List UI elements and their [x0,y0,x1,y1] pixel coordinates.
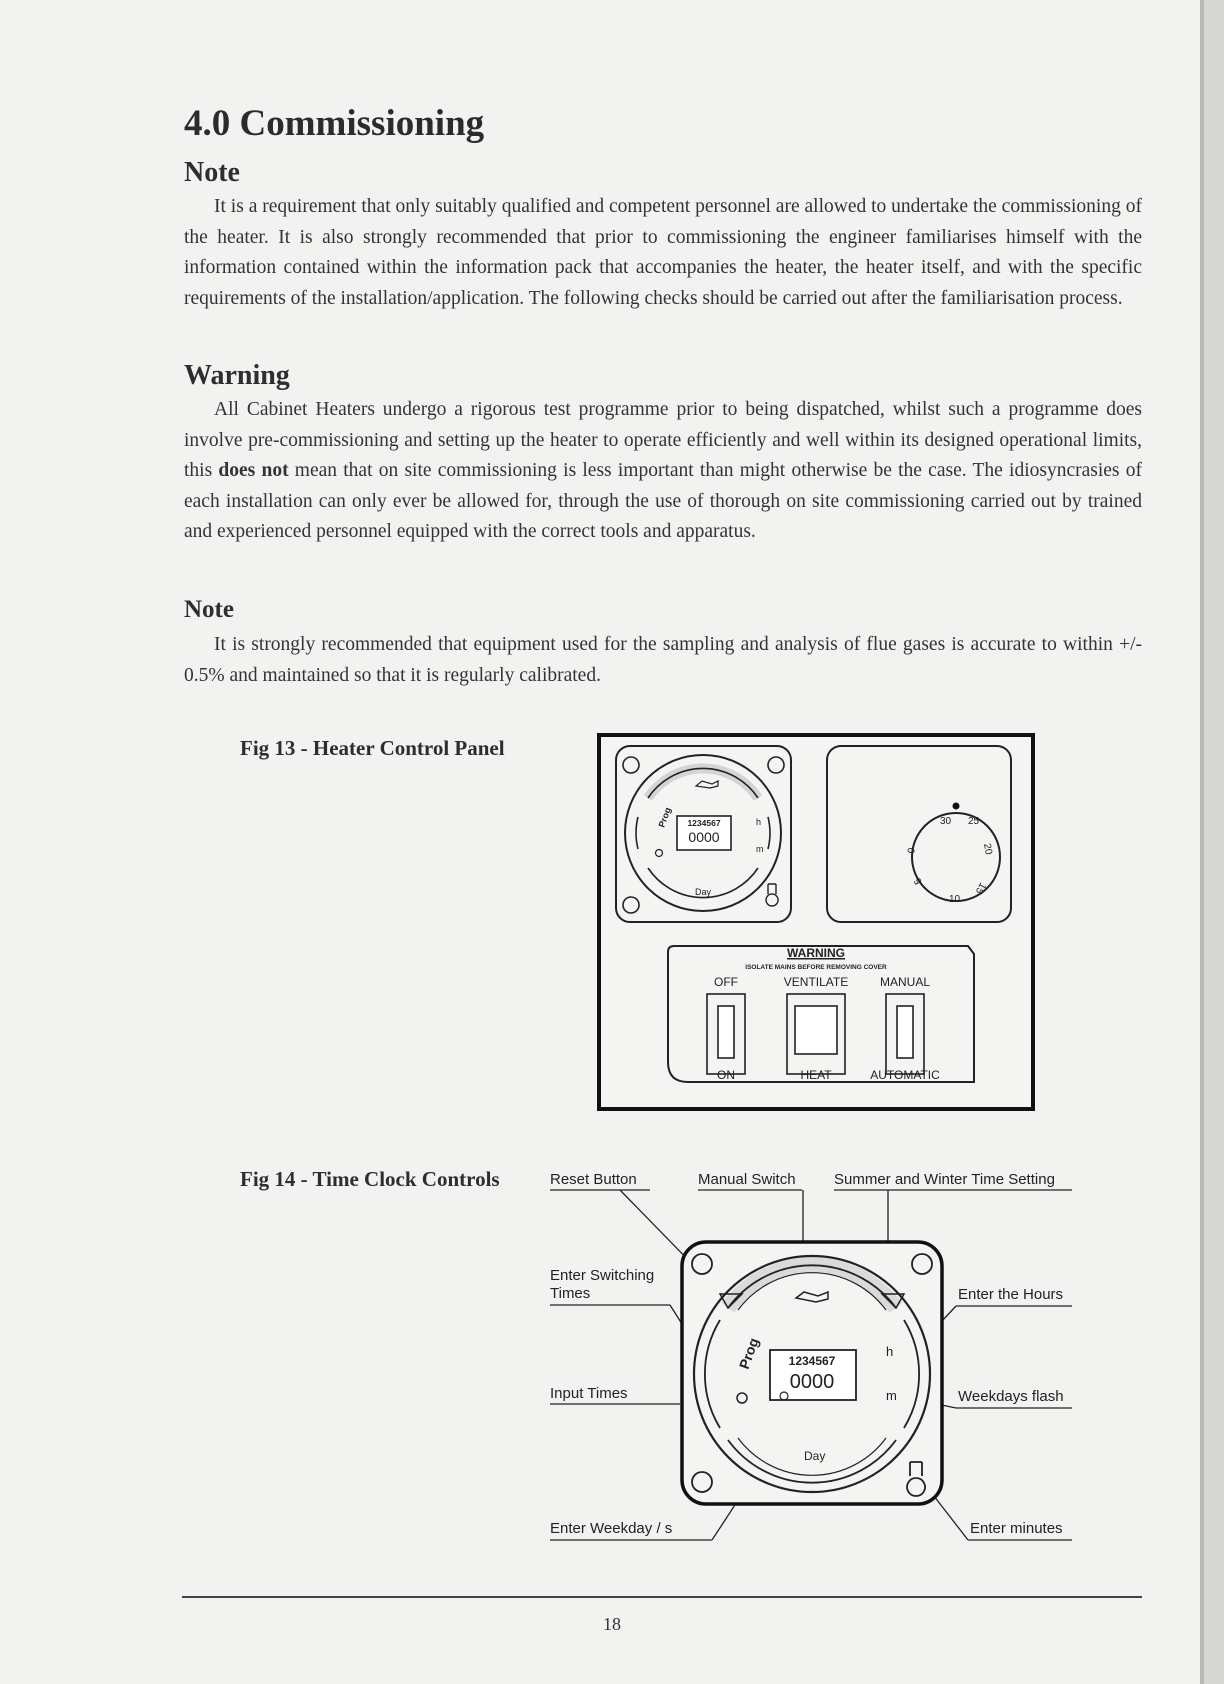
clock-digits: 0000 [789,1371,835,1393]
panel-clock-m-label: m [756,844,764,854]
dial-label-10: 10 [949,894,961,905]
note-paragraph-1: It is a requirement that only suitably qualified and competent personnel are allowed to undertake the commissioning of the heater. It is also strongly recommended that prior to commissioning the engineer familiarises himself with the information contained within the information pack that accompanies the heater, the heater itself, and with the specific requirements of the installation/application. The following checks should be carried out after the familiarisation process. [184,196,1142,309]
warning-paragraph [184,395,1142,548]
fig14-caption: Fig 14 - Time Clock Controls [240,1167,500,1191]
page-edge-line [1200,0,1204,1684]
dial-label-30: 30 [940,816,952,827]
heater-control-panel-figure [596,732,1036,1112]
switch2-bottom-label: HEAT [800,1068,832,1082]
clock-m-button-label: m [886,1388,897,1403]
panel-clock-h-label: h [756,817,762,827]
clock-prog-button-label: Prog [735,1335,762,1372]
panel-clock-digits: 0000 [688,829,720,845]
note-heading-2: Note [184,596,234,623]
dial-label-20: 20 [981,842,994,856]
clock-day-button-label: Day [804,1449,826,1463]
warning-text-start: All Cabinet Heaters undergo a rigorous test programme prior to being dispatched, whilst such a programme does involve pre-commissioning and setting up the heater to operate efficiently and well within its designed operational limits, this [184,399,1142,481]
switch3-top-label: MANUAL [879,975,931,989]
label-weekdays-flash: Weekdays flash [958,1388,1064,1405]
label-enter-switching-line1: Enter Switching [550,1267,655,1284]
note-heading-1: Note [184,157,240,188]
switch3-bottom-label: AUTOMATIC [870,1068,940,1082]
label-enter-minutes: Enter minutes [970,1520,1063,1537]
time-clock-controls-figure [540,1160,1080,1560]
switch1-top-label: OFF [714,975,738,989]
page-number: 18 [603,1614,621,1634]
label-summer-winter: Summer and Winter Time Setting [834,1171,1055,1188]
clock-days-row: 1234567 [788,1354,836,1368]
panel-clock-prog-label: Prog [656,805,673,829]
label-manual-switch: Manual Switch [698,1171,796,1188]
dial-label-0: 0 [906,847,918,855]
dial-label-5: 5 [912,875,925,886]
footer-rule [182,1596,1142,1598]
switch-warning-subtitle: ISOLATE MAINS BEFORE REMOVING COVER [745,964,887,971]
dial-label-15: 15 [972,880,988,896]
switch-warning-title: WARNING [787,946,845,960]
panel-clock-day-label: Day [695,887,712,897]
warning-heading: Warning [184,360,290,391]
section-heading: 4.0 Commissioning [184,103,485,144]
warning-text-bold: does not [218,460,289,481]
dial-label-25: 25 [968,816,980,827]
page-edge-shadow [1204,0,1224,1684]
label-enter-weekday: Enter Weekday / s [550,1520,673,1537]
fig13-caption: Fig 13 - Heater Control Panel [240,736,505,760]
clock-h-button-label: h [886,1344,894,1359]
label-input-times: Input Times [550,1385,628,1402]
label-reset-button: Reset Button [550,1171,637,1188]
label-enter-hours: Enter the Hours [958,1286,1064,1303]
warning-text-end: mean that on site commissioning is less important than might otherwise be the case. The idiosyncrasies of each installation can only ever be allowed for, through the use of thorough on site commissioning carried out by trained and experienced personnel equipped with the correct tools and apparatus. [184,460,1142,542]
switch2-top-label: VENTILATE [783,975,849,989]
switch1-bottom-label: ON [717,1068,735,1082]
panel-clock-days: 1234567 [687,818,721,828]
thermostat-pointer-dot [953,803,960,810]
note-paragraph-2: It is strongly recommended that equipment used for the sampling and analysis of flue gases is accurate to within +/- 0.5% and maintained so that it is regularly calibrated. [184,634,1142,686]
label-enter-switching-line2: Times [550,1285,591,1302]
time-clock [682,1242,942,1504]
